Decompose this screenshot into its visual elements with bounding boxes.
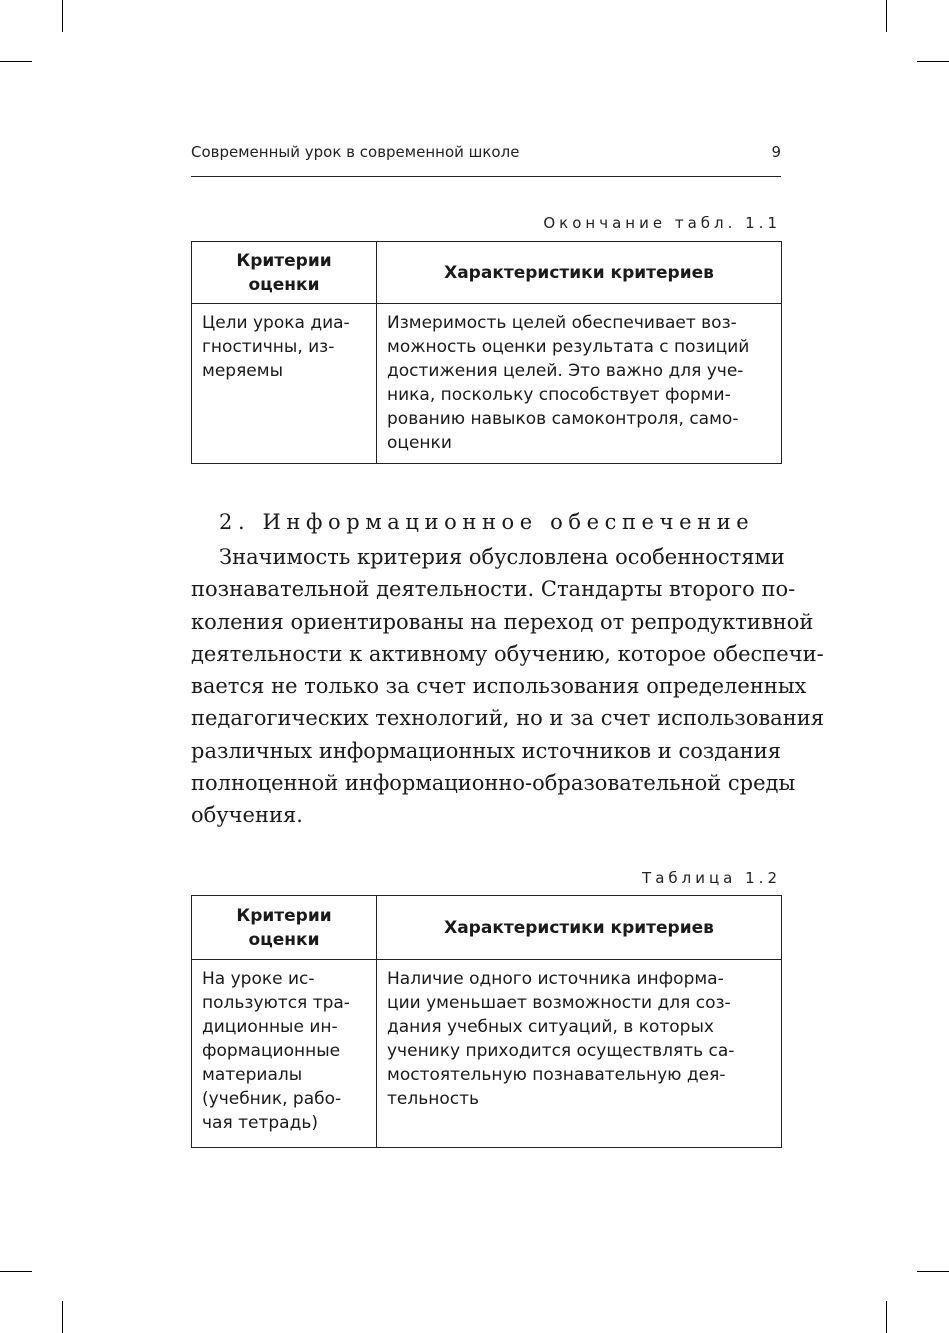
description-cell bbox=[377, 304, 782, 464]
table1 bbox=[191, 241, 782, 464]
paragraph-line: коления ориентированы на переход от репродуктивной bbox=[191, 609, 814, 634]
table-row bbox=[192, 960, 782, 1148]
criterion-cell bbox=[192, 304, 377, 464]
paragraph-line: деятельности к активному обучению, которое обеспечи- bbox=[191, 641, 824, 666]
table-header-row bbox=[192, 242, 782, 304]
cell-line: ученику приходится осуществлять са- bbox=[387, 1041, 735, 1061]
cell-line: Наличие одного источника информа- bbox=[387, 969, 724, 989]
cell-line: диционные ин- bbox=[202, 1017, 338, 1037]
description-cell bbox=[377, 960, 782, 1148]
table-header-row bbox=[192, 896, 782, 960]
paragraph-line: вается не только за счет использования определенных bbox=[191, 674, 807, 699]
table2 bbox=[191, 895, 782, 1148]
body-paragraph bbox=[191, 541, 824, 832]
column-header-characteristics: Характеристики критериев bbox=[377, 896, 782, 960]
section-heading: 2. Информационное обеспечение bbox=[219, 510, 755, 534]
cell-line: пользуются тра- bbox=[202, 993, 350, 1013]
cell-line: материалы bbox=[202, 1065, 303, 1085]
running-head-title: Современный урок в современной школе bbox=[191, 143, 520, 161]
cell-line: дания учебных ситуаций, в которых bbox=[387, 1017, 714, 1037]
cell-line: оценки bbox=[387, 433, 452, 453]
cell-line: тельность bbox=[387, 1089, 480, 1109]
column-header-characteristics: Характеристики критериев bbox=[377, 242, 782, 304]
column-header-criteria: Критерии оценки bbox=[192, 242, 377, 304]
cell-line: меряемы bbox=[202, 361, 284, 381]
cell-line: На уроке ис- bbox=[202, 969, 315, 989]
cell-line: гностичны, из- bbox=[202, 337, 335, 357]
running-head bbox=[191, 143, 781, 161]
crop-mark bbox=[0, 61, 32, 62]
cell-line: (учебник, рабо- bbox=[202, 1089, 342, 1109]
table1-caption: Окончание табл. 1.1 bbox=[543, 214, 781, 232]
crop-mark bbox=[62, 0, 63, 32]
paragraph-line: педагогических технологий, но и за счет использования bbox=[191, 706, 824, 731]
paragraph-line: Значимость критерия обусловлена особенностями bbox=[219, 545, 785, 569]
table-row bbox=[192, 304, 782, 464]
crop-mark bbox=[886, 0, 887, 32]
page-number: 9 bbox=[771, 143, 781, 161]
paragraph-line: познавательной деятельности. Стандарты второго по- bbox=[191, 577, 796, 602]
crop-mark bbox=[0, 1271, 32, 1272]
cell-line: чая тетрадь) bbox=[202, 1113, 318, 1133]
cell-line: мостоятельную познавательную дея- bbox=[387, 1065, 726, 1085]
header-rule bbox=[191, 176, 781, 177]
cell-line: формационные bbox=[202, 1041, 341, 1061]
cell-line: достижения целей. Это важно для уче- bbox=[387, 361, 744, 381]
paragraph-line: полноценной информационно-образовательной среды bbox=[191, 771, 796, 796]
paragraph-line: различных информационных источников и создания bbox=[191, 738, 781, 763]
cell-line: Цели урока диа- bbox=[202, 313, 350, 333]
paragraph-line: обучения. bbox=[191, 803, 303, 828]
cell-line: ции уменьшает возможности для соз- bbox=[387, 993, 731, 1013]
criterion-cell bbox=[192, 960, 377, 1148]
crop-mark bbox=[917, 1271, 949, 1272]
crop-mark bbox=[886, 1301, 887, 1333]
cell-line: ника, поскольку способствует форми- bbox=[387, 385, 731, 405]
cell-line: можность оценки результата с позиций bbox=[387, 337, 750, 357]
column-header-criteria: Критерии оценки bbox=[192, 896, 377, 960]
cell-line: рованию навыков самоконтроля, само- bbox=[387, 409, 739, 429]
cell-line: Измеримость целей обеспечивает воз- bbox=[387, 313, 737, 333]
table2-caption: Таблица 1.2 bbox=[642, 869, 781, 887]
crop-mark bbox=[917, 61, 949, 62]
crop-mark bbox=[62, 1301, 63, 1333]
